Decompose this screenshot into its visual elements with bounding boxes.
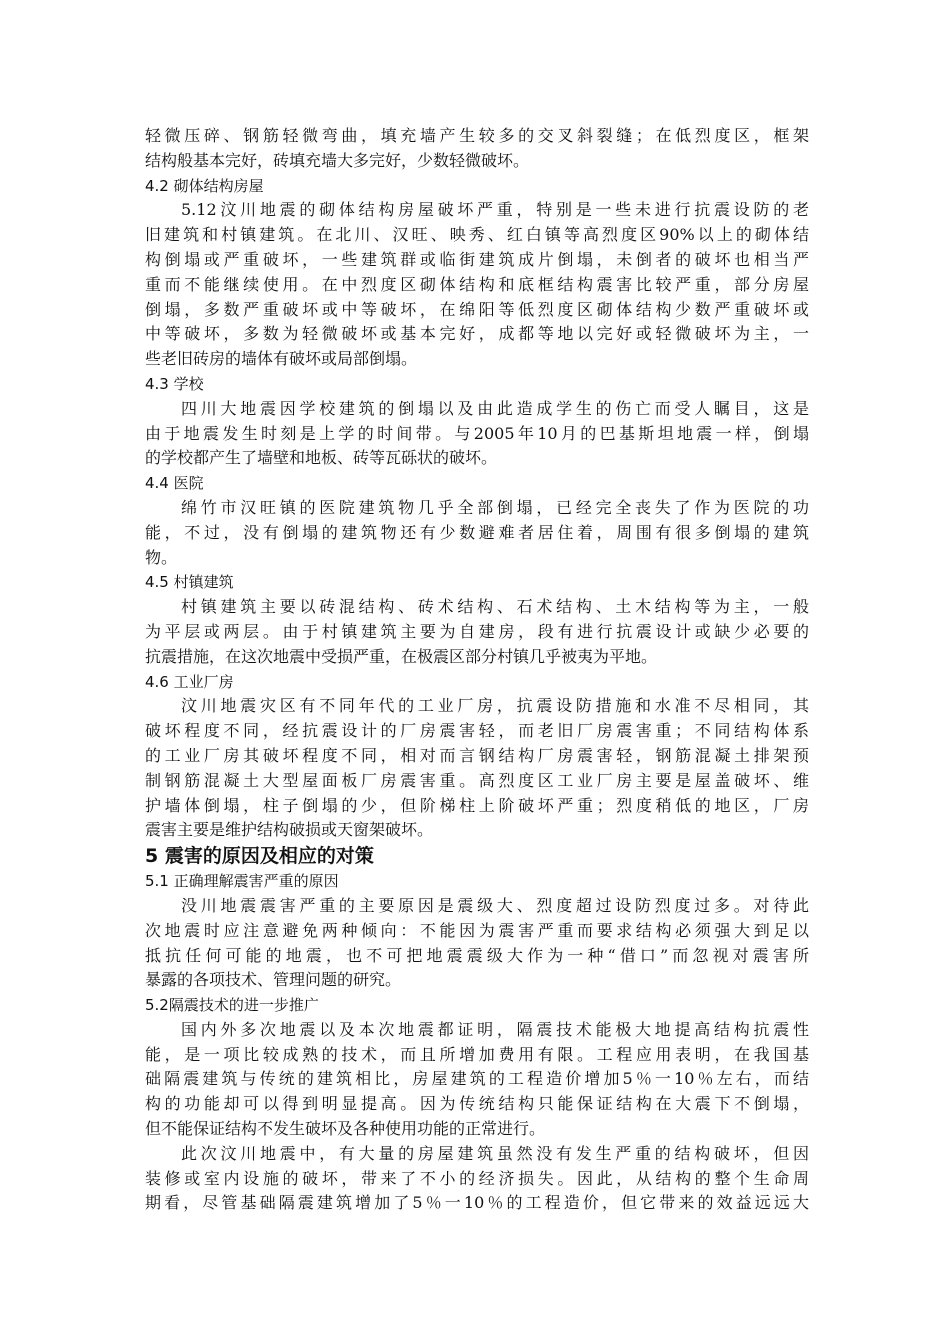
document-body [145,124,809,1216]
paragraph-line: 物。 [145,547,178,567]
paragraph-line: 国内外多次地震以及本次地震都证明，隔震技术能极大地提高结构抗震性 [181,1019,809,1039]
paragraph-line: 构倒塌或严重破坏，一些建筑群或临街建筑成片倒塌，未倒者的破坏也相当严 [145,249,809,269]
subsection-heading: 4.4 医院 [145,474,204,493]
paragraph-line: 构的功能却可以得到明显提高。因为传统结构只能保证结构在大震下不倒塌， [145,1094,809,1114]
paragraph-line: 结构般基本完好，砖填充墙大多完好，少数轻微破坏。 [145,150,530,170]
paragraph-line: 绵竹市汉旺镇的医院建筑物几乎全部倒塌，已经完全丧失了作为医院的功 [181,497,809,517]
paragraph-line: 震害主要是维护结构破损或天窗架破坏。 [145,820,434,840]
paragraph-line: 的工业厂房其破坏程度不同，相对而言钢结构厂房震害轻，钢筋混凝土排架预 [145,745,809,765]
paragraph-line: 的学校都产生了墙壁和地板、砖等瓦砾状的破坏。 [145,448,498,468]
subsection-heading: 5.2隔震技术的进一步推广 [145,996,319,1015]
paragraph-line: 此次汶川地震中，有大量的房屋建筑虽然没有发生严重的结构破坏，但因 [181,1143,809,1163]
paragraph-line: 暴露的各项技术、管理问题的研究。 [145,970,402,990]
paragraph-line: 护墙体倒塌，柱子倒塌的少，但阶梯柱上阶破坏严重；烈度稍低的地区，厂房 [145,795,809,815]
paragraph-line: 没川地震震害严重的主要原因是震级大、烈度超过设防烈度过多。对待此 [181,895,809,915]
subsection-heading: 5.1 正确理解震害严重的原因 [145,872,339,891]
subsection-heading: 4.2 砌体结构房屋 [145,176,264,195]
paragraph-line: 础隔震建筑与传统的建筑相比，房屋建筑的工程造价增加5％一10％左右，而结 [145,1069,809,1089]
paragraph-line: 抵抗任何可能的地震，也不可把地震震级大作为一种“借口”而忽视对震害所 [145,945,809,965]
subsection-heading: 4.6 工业厂房 [145,672,234,691]
subsection-heading: 4.3 学校 [145,374,204,393]
paragraph-line: 村镇建筑主要以砖混结构、砖术结构、石术结构、土木结构等为主，一般 [181,597,809,617]
paragraph-line: 次地震时应注意避免两种倾向：不能因为震害严重而要求结构必须强大到足以 [145,920,809,940]
paragraph-line: 倒塌，多数严重破坏或中等破坏，在绵阳等低烈度区砌体结构少数严重破坏或 [145,299,809,319]
paragraph-line: 制钢筋混凝土大型屋面板厂房震害重。高烈度区工业厂房主要是屋盖破坏、维 [145,770,809,790]
paragraph-line: 装修或室内设施的破坏，带来了不小的经济损失。因此，从结构的整个生命周 [145,1168,809,1188]
paragraph-line: 抗震措施，在这次地震中受损严重，在极震区部分村镇几乎被夷为平地。 [145,646,658,666]
paragraph-line: 四川大地震因学校建筑的倒塌以及由此造成学生的伤亡而受人瞩目，这是 [181,398,809,418]
paragraph-line: 些老旧砖房的墙体有破坏或局部倒塌。 [145,349,418,369]
paragraph-line: 破坏程度不同，经抗震设计的厂房震害轻，而老旧厂房震害重；不同结构体系 [145,721,809,741]
paragraph-line: 中等破坏，多数为轻微破坏或基本完好，成都等地以完好或轻微破坏为主，一 [145,324,809,344]
paragraph-line: 5.12汶川地震的砌体结构房屋破坏严重，特别是一些未进行抗震设防的老 [181,200,809,220]
paragraph-line: 期看，尽管基础隔震建筑增加了5％一10％的工程造价，但它带来的效益远远大 [145,1193,809,1213]
subsection-heading: 4.5 村镇建筑 [145,573,234,592]
section-heading: 5 震害的原因及相应的对策 [145,845,374,868]
paragraph-line: 但不能保证结构不发生破坏及各种使用功能的正常进行。 [145,1119,546,1139]
paragraph-line: 能，是一项比较成熟的技术，而且所增加费用有限。工程应用表明，在我国基 [145,1044,809,1064]
paragraph-line: 汶川地震灾区有不同年代的工业厂房，抗震设防措施和水准不尽相同，其 [181,696,809,716]
paragraph-line: 旧建筑和村镇建筑。在北川、汉旺、映秀、红白镇等高烈度区90%以上的砌体结 [145,225,809,245]
paragraph-line: 能，不过，没有倒塌的建筑物还有少数避难者居住着，周围有很多倒塌的建筑 [145,522,809,542]
paragraph-line: 重而不能继续使用。在中烈度区砌体结构和底框结构震害比较严重，部分房屋 [145,274,809,294]
paragraph-line: 为平层或两层。由于村镇建筑主要为自建房，段有进行抗震设计或缺少必要的 [145,621,809,641]
paragraph-line: 由于地震发生时刻是上学的时间带。与2005年10月的巴基斯坦地震一样，倒塌 [145,423,809,443]
paragraph-line: 轻微压碎、钢筋轻微弯曲，填充墙产生较多的交叉斜裂缝；在低烈度区，框架 [145,126,809,145]
